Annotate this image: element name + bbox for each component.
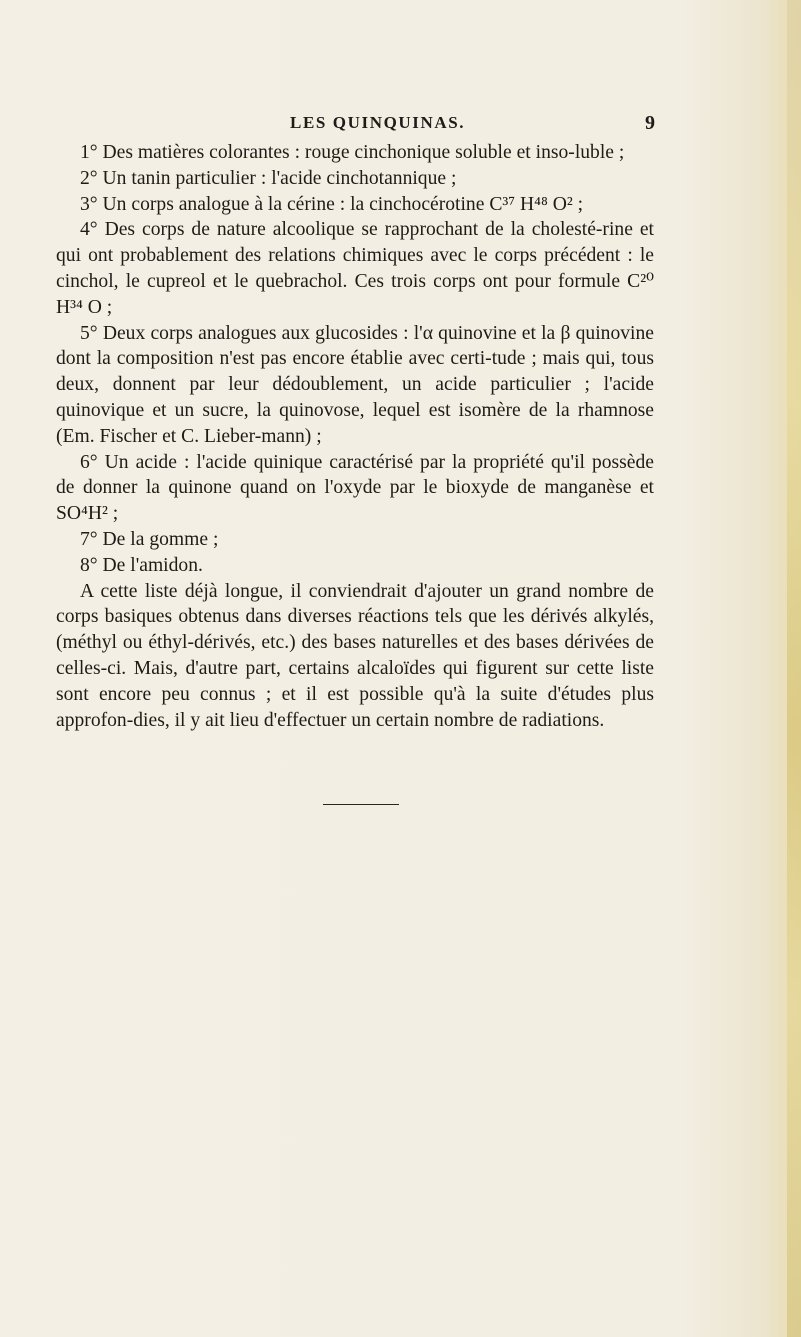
section-divider xyxy=(323,804,399,805)
list-item: 4° Des corps de nature alcoolique se rapprochant de la cholesté-rine et qui ont probablement des relations chimiques avec le corps précédent : le cinchol, le cupreol et le quebrachol. Ces trois corps ont pour formule C²⁰ H³⁴ O ; xyxy=(56,219,654,318)
body-text xyxy=(56,140,654,733)
list-item: 3° Un corps analogue à la cérine : la cinchocérotine C³⁷ H⁴⁸ O² ; xyxy=(80,193,584,215)
list-item: 7° De la gomme ; xyxy=(80,528,219,550)
list-item: 5° Deux corps analogues aux glucosides : l'α quinovine et la β quinovine dont la composition n'est pas encore établie avec certi-tude ; mais qui, tous deux, donnent par leur dédoublement, un acide particulier ; l'acide quinovique et un sucre, la quinovose, lequel est isomère de la rhamnose (Em. Fischer et C. Lieber-mann) ; xyxy=(56,322,654,447)
list-item: 6° Un acide : l'acide quinique caractérisé par la propriété qu'il possède de donner la quinone quand on l'oxyde par le bioxyde de manganèse et SO⁴H² ; xyxy=(56,451,654,525)
page-edge xyxy=(787,0,801,1337)
page-number: 9 xyxy=(645,112,655,134)
list-item: 8° De l'amidon. xyxy=(80,554,203,576)
list-item: 1° Des matières colorantes : rouge cinchonique soluble et inso-luble ; xyxy=(80,142,625,163)
closing-paragraph: A cette liste déjà longue, il conviendrait d'ajouter un grand nombre de corps basiques obtenus dans diverses réactions tels que les dérivés alkylés, (méthyl ou éthyl-dérivés, etc.) des bases naturelles et des bases dérivées de celles-ci. Mais, d'autre part, certains alcaloïdes qui figurent sur cette liste sont encore peu connus ; et il est possible qu'à la suite d'études plus approfon-dies, il y ait lieu d'effectuer un certain nombre de radiations. xyxy=(56,580,654,731)
page-header xyxy=(0,113,801,137)
running-title: LES QUINQUINAS. xyxy=(290,113,466,132)
list-item: 2° Un tanin particulier : l'acide cinchotannique ; xyxy=(80,167,457,189)
